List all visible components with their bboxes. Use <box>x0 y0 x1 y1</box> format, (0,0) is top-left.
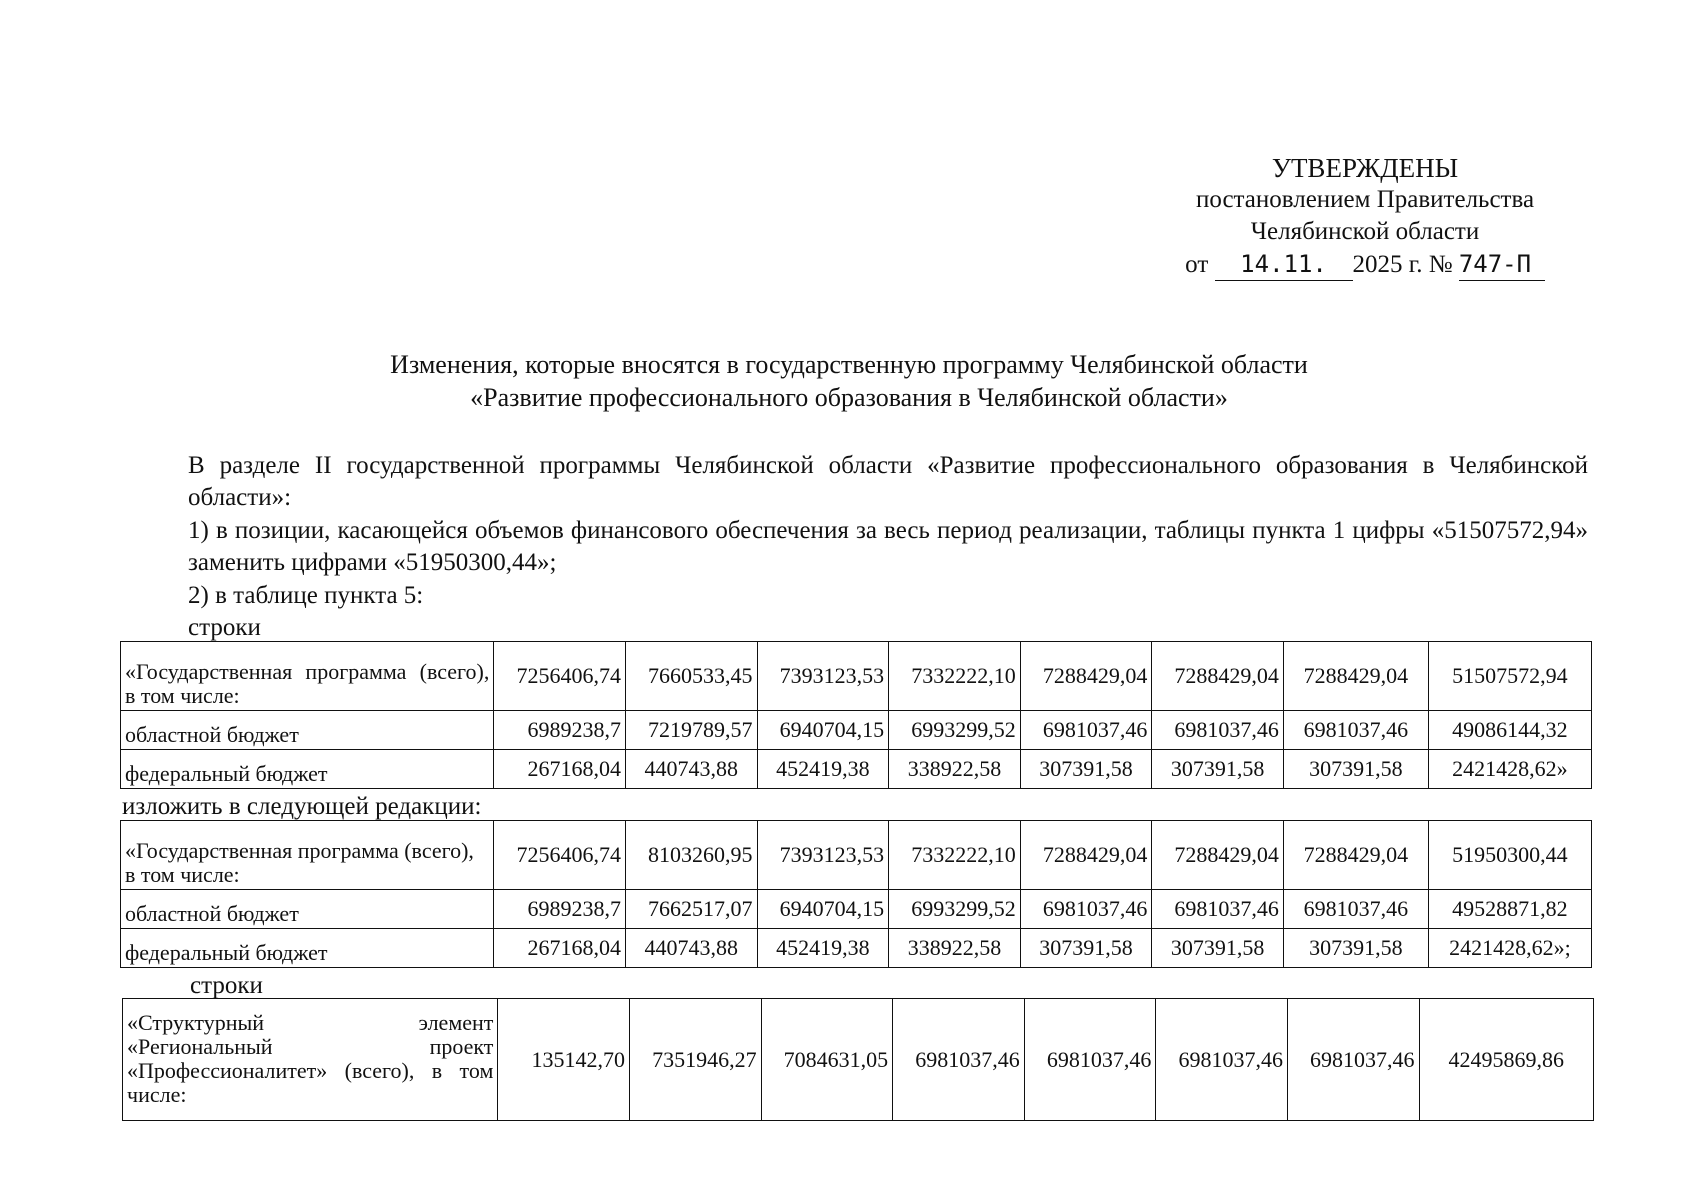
date-prefix: от <box>1185 251 1209 278</box>
cell-total: 51507572,94 <box>1428 642 1591 711</box>
cell-total: 42495869,86 <box>1419 999 1593 1121</box>
row-name: «Государственная программа (всего), в том числе: <box>121 821 494 890</box>
cell-value: 7332222,10 <box>889 642 1021 711</box>
cell-value: 307391,58 <box>1283 750 1428 789</box>
cell-value: 7288429,04 <box>1283 642 1428 711</box>
cell-value: 135142,70 <box>498 999 630 1121</box>
table-row <box>121 821 1592 890</box>
table-third <box>122 998 1594 1121</box>
cell-value: 8103260,95 <box>625 821 757 890</box>
cell-value: 307391,58 <box>1152 750 1284 789</box>
table-row <box>121 750 1592 789</box>
cell-value: 7256406,74 <box>494 821 626 890</box>
cell-value: 7256406,74 <box>494 642 626 711</box>
item1-paragraph <box>122 515 1588 579</box>
cell-value: 7288429,04 <box>1283 821 1428 890</box>
table-row <box>121 711 1592 750</box>
rows-label-2: строки <box>190 972 263 999</box>
cell-total: 49086144,32 <box>1428 711 1591 750</box>
approval-line-2: Челябинской области <box>1250 218 1480 245</box>
cell-value: 7393123,53 <box>757 642 889 711</box>
cell-total: 2421428,62» <box>1428 750 1591 789</box>
cell-value: 338922,58 <box>889 750 1021 789</box>
cell-value: 7288429,04 <box>1020 821 1152 890</box>
approval-block <box>1150 152 1580 281</box>
cell-value: 452419,38 <box>757 929 889 968</box>
replace-label: изложить в следующей редакции: <box>122 793 482 820</box>
row-name: «Структурный элемент «Региональный проект «Профессионалитет» (всего), в том числе: <box>123 999 498 1121</box>
cell-value: 7219789,57 <box>625 711 757 750</box>
cell-total: 51950300,44 <box>1428 821 1591 890</box>
approval-date-line <box>1150 248 1580 281</box>
cell-value: 7288429,04 <box>1152 821 1284 890</box>
table-old <box>120 641 1592 789</box>
cell-value: 6981037,46 <box>1152 890 1284 929</box>
approval-year: 2025 г. № <box>1352 251 1453 278</box>
cell-value: 6981037,46 <box>893 999 1025 1121</box>
table-row <box>121 642 1592 711</box>
approval-label: УТВЕРЖДЕНЫ <box>1271 153 1459 183</box>
cell-value: 6981037,46 <box>1283 890 1428 929</box>
item1-text: 1) в позиции, касающейся объемов финансового обеспечения за весь период реализации, таблицы пункта 1 цифры «51507572,94» заменить цифрами «51950300,44»; <box>188 517 1588 576</box>
cell-value: 307391,58 <box>1152 929 1284 968</box>
row-name: федеральный бюджет <box>121 929 494 968</box>
cell-total: 49528871,82 <box>1428 890 1591 929</box>
table-row <box>123 999 1594 1121</box>
cell-value: 267168,04 <box>494 929 626 968</box>
cell-value: 6940704,15 <box>757 711 889 750</box>
row-name: федеральный бюджет <box>121 750 494 789</box>
intro-text: В разделе II государственной программы Челябинской области «Развитие профессионального образования в Челябинской области»: <box>188 452 1588 511</box>
cell-value: 267168,04 <box>494 750 626 789</box>
item2-paragraph <box>122 580 1588 612</box>
cell-value: 338922,58 <box>889 929 1021 968</box>
cell-value: 6981037,46 <box>1020 711 1152 750</box>
table-row <box>121 890 1592 929</box>
cell-value: 6981037,46 <box>1152 711 1284 750</box>
cell-value: 6981037,46 <box>1156 999 1288 1121</box>
title-line-2: «Развитие профессионального образования в Челябинской области» <box>470 383 1228 412</box>
rows-label-1: строки <box>188 614 261 641</box>
cell-value: 7351946,27 <box>629 999 761 1121</box>
cell-value: 6993299,52 <box>889 890 1021 929</box>
row-name: «Государственная программа (всего), в том числе: <box>121 642 494 711</box>
cell-value: 440743,88 <box>625 750 757 789</box>
document-title <box>0 348 1698 414</box>
cell-value: 307391,58 <box>1020 929 1152 968</box>
cell-total: 2421428,62»; <box>1428 929 1591 968</box>
row-name: областной бюджет <box>121 890 494 929</box>
cell-value: 7288429,04 <box>1152 642 1284 711</box>
cell-value: 7660533,45 <box>625 642 757 711</box>
cell-value: 7393123,53 <box>757 821 889 890</box>
approval-date: 14.11. <box>1215 248 1353 281</box>
cell-value: 307391,58 <box>1283 929 1428 968</box>
cell-value: 6989238,7 <box>494 711 626 750</box>
cell-value: 7332222,10 <box>889 821 1021 890</box>
cell-value: 6940704,15 <box>757 890 889 929</box>
approval-number: 747-П <box>1459 248 1545 281</box>
cell-value: 452419,38 <box>757 750 889 789</box>
approval-line-1: постановлением Правительства <box>1195 186 1535 213</box>
row-name: областной бюджет <box>121 711 494 750</box>
cell-value: 440743,88 <box>625 929 757 968</box>
cell-value: 6993299,52 <box>889 711 1021 750</box>
cell-value: 6981037,46 <box>1287 999 1419 1121</box>
cell-value: 6981037,46 <box>1024 999 1156 1121</box>
table-new <box>120 820 1592 968</box>
title-line-1: Изменения, которые вносятся в государственную программу Челябинской области <box>390 350 1308 379</box>
table-row <box>121 929 1592 968</box>
cell-value: 7662517,07 <box>625 890 757 929</box>
cell-value: 307391,58 <box>1020 750 1152 789</box>
cell-value: 6981037,46 <box>1283 711 1428 750</box>
cell-value: 6981037,46 <box>1020 890 1152 929</box>
cell-value: 7084631,05 <box>761 999 893 1121</box>
item2-text: 2) в таблице пункта 5: <box>188 582 424 609</box>
cell-value: 7288429,04 <box>1020 642 1152 711</box>
intro-paragraph <box>122 450 1588 514</box>
cell-value: 6989238,7 <box>494 890 626 929</box>
